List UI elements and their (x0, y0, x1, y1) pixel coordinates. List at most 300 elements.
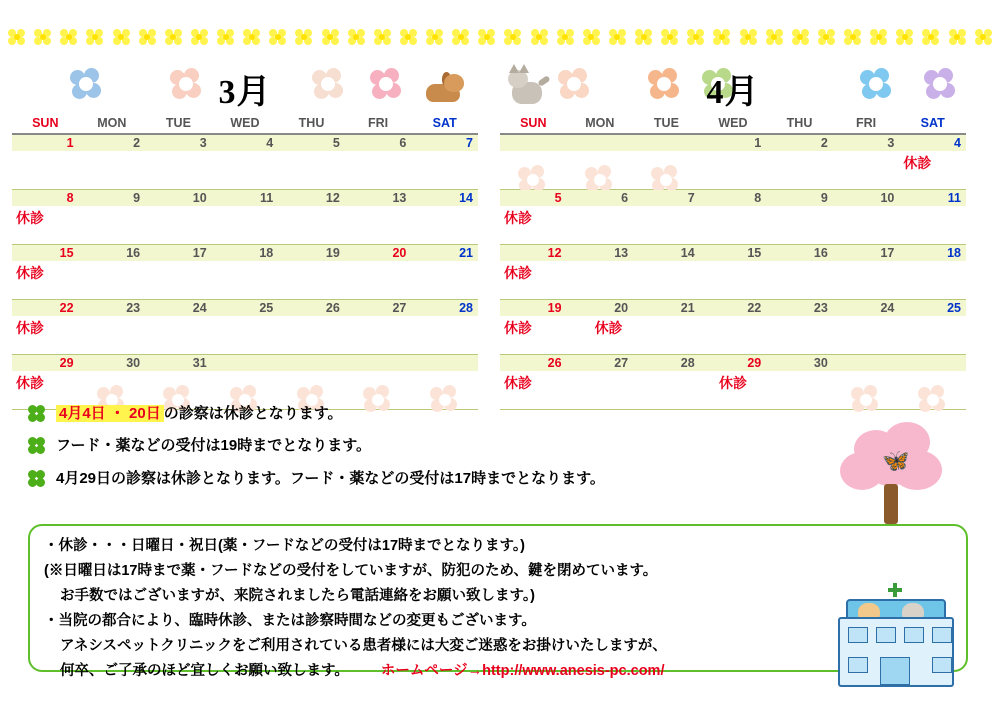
day-number: 4 (954, 136, 961, 150)
calendar-march-header (12, 60, 478, 114)
month-title-march: 3月 (218, 74, 272, 111)
cherry-tree-illustration (832, 418, 952, 528)
calendar-day-number-cell (145, 134, 212, 151)
calendar-day-number-cell (833, 245, 900, 262)
calendar-day-number-cell (278, 355, 345, 372)
calendar-day-cell[interactable] (278, 206, 345, 245)
calendar-day-cell[interactable] (833, 206, 900, 245)
calendar-day-number-cell (79, 355, 146, 372)
day-number: 11 (260, 191, 274, 205)
calendar-day-cell[interactable] (500, 261, 567, 300)
flower-icon (918, 385, 948, 415)
calendar-day-cell[interactable] (212, 261, 279, 300)
calendar-day-cell[interactable] (899, 316, 966, 355)
calendar-day-number-cell (12, 300, 79, 317)
day-number: 9 (133, 191, 141, 205)
flower-icon (609, 28, 626, 45)
calendar-day-cell[interactable] (345, 316, 412, 355)
day-number: 19 (325, 246, 340, 260)
calendar-day-cell[interactable] (899, 371, 966, 410)
day-number: 18 (947, 246, 961, 260)
calendar-day-number-cell (766, 134, 833, 151)
day-number: 3 (199, 136, 207, 150)
closed-day-label: 休診 (903, 155, 932, 171)
calendar-day-number-cell (79, 134, 146, 151)
calendar-day-cell[interactable] (899, 261, 966, 300)
flower-icon (348, 28, 365, 45)
calendar-day-cell[interactable] (833, 261, 900, 300)
flower-icon (792, 28, 809, 45)
calendar-march (12, 60, 478, 410)
day-number: 16 (813, 246, 828, 260)
calendar-day-row (500, 316, 966, 355)
info-line-2: (※日曜日は17時まで薬・フードなどの受付をしていますが、防犯のため、鍵を閉めています。 (44, 563, 658, 580)
calendar-day-cell[interactable] (79, 151, 146, 190)
flower-icon (374, 28, 391, 45)
calendar-day-number-cell (278, 190, 345, 207)
closed-day-label: 休診 (594, 320, 623, 336)
calendar-day-number-cell (700, 190, 767, 207)
calendar-day-number-cell (212, 134, 279, 151)
day-number: 11 (947, 191, 961, 205)
calendar-number-row (500, 300, 966, 317)
calendar-day-number-cell (12, 134, 79, 151)
calendar-day-number-cell (633, 134, 700, 151)
weekday-thu: THU (766, 114, 833, 134)
flower-icon (113, 28, 130, 45)
calendar-day-number-cell (278, 134, 345, 151)
day-number: 21 (459, 246, 473, 260)
info-line-5: アネシスペットクリニックをご利用されている患者様には大変ご迷惑をお掛けいたしますが、 (60, 638, 667, 655)
flower-icon (322, 28, 339, 45)
calendar-day-cell[interactable] (700, 316, 767, 355)
calendar-day-number-cell (700, 355, 767, 372)
calendar-day-number-cell (79, 300, 146, 317)
calendar-day-number-cell (567, 190, 634, 207)
day-number: 10 (192, 191, 207, 205)
calendar-number-row (500, 245, 966, 262)
calendar-day-cell[interactable] (145, 261, 212, 300)
flower-icon (60, 28, 77, 45)
closed-day-label: 休診 (16, 375, 44, 391)
calendar-day-number-cell (345, 355, 412, 372)
calendar-day-cell[interactable] (12, 316, 79, 355)
flower-icon (975, 28, 992, 45)
closed-day-label: 休診 (504, 375, 532, 391)
day-number: 15 (59, 246, 74, 260)
day-number: 6 (399, 136, 407, 150)
calendar-day-number-cell (278, 245, 345, 262)
flower-icon (896, 28, 913, 45)
calendar-day-number-cell (766, 355, 833, 372)
day-number: 27 (614, 356, 629, 370)
flower-icon (452, 28, 469, 45)
calendar-day-cell[interactable] (500, 206, 567, 245)
flower-icon (426, 28, 443, 45)
calendar-april-header (500, 60, 966, 114)
calendar-day-number-cell (145, 300, 212, 317)
day-number: 17 (192, 246, 207, 260)
calendar-day-number-cell (411, 190, 478, 207)
calendar-day-cell[interactable] (212, 316, 279, 355)
calendar-day-cell[interactable] (633, 151, 700, 190)
closed-day-label: 休診 (16, 265, 44, 281)
weekday-mon: MON (567, 114, 634, 134)
day-number: 22 (59, 301, 74, 315)
calendar-day-number-cell (79, 190, 146, 207)
calendar-day-cell[interactable] (411, 261, 478, 300)
day-number: 30 (126, 356, 141, 370)
calendar-day-row (500, 206, 966, 245)
day-number: 12 (325, 191, 340, 205)
calendar-day-number-cell (567, 134, 634, 151)
calendar-day-number-cell (633, 300, 700, 317)
calendar-day-number-cell (145, 245, 212, 262)
note-text: フード・薬などの受付は19時までとなります。 (56, 436, 372, 454)
calendar-day-number-cell (278, 300, 345, 317)
day-number: 1 (66, 136, 74, 150)
calendar-day-cell[interactable] (567, 206, 634, 245)
day-number: 13 (392, 191, 407, 205)
clover-icon (28, 470, 48, 488)
calendar-number-row (12, 134, 478, 151)
day-number: 12 (547, 246, 562, 260)
calendar-day-cell[interactable] (500, 151, 567, 190)
calendar-day-cell[interactable] (278, 316, 345, 355)
calendar-day-cell[interactable] (212, 151, 279, 190)
calendar-day-cell[interactable] (700, 206, 767, 245)
closed-day-label: 休診 (504, 320, 532, 336)
calendar-day-number-cell (145, 190, 212, 207)
flower-icon (766, 28, 783, 45)
flower-icon (740, 28, 757, 45)
note-item (28, 404, 728, 424)
calendar-day-number-cell (500, 190, 567, 207)
calendar-day-number-cell (500, 355, 567, 372)
flower-icon (34, 28, 51, 45)
calendar-number-row (12, 190, 478, 207)
flower-icon (400, 28, 417, 45)
calendar-day-cell[interactable] (567, 316, 634, 355)
day-number: 8 (754, 191, 762, 205)
day-number: 1 (754, 136, 762, 150)
calendar-day-number-cell (766, 190, 833, 207)
flower-icon (818, 28, 835, 45)
day-number: 5 (332, 136, 340, 150)
flower-icon (217, 28, 234, 45)
day-number: 25 (259, 301, 274, 315)
day-number: 24 (880, 301, 895, 315)
closed-day-label: 休診 (718, 375, 747, 391)
day-number: 18 (259, 246, 274, 260)
calendar-day-cell[interactable] (833, 316, 900, 355)
flower-icon (922, 28, 939, 45)
calendar-day-number-cell (12, 190, 79, 207)
calendar-day-cell[interactable] (411, 151, 478, 190)
day-number: 20 (614, 301, 629, 315)
day-number: 20 (392, 246, 407, 260)
day-number: 14 (459, 191, 473, 205)
month-title-april: 4月 (706, 74, 760, 111)
calendar-day-row (12, 316, 478, 355)
calendar-day-cell[interactable] (567, 151, 634, 190)
calendar-day-cell[interactable] (145, 151, 212, 190)
calendar-day-cell[interactable] (411, 316, 478, 355)
calendar-day-cell[interactable] (766, 206, 833, 245)
medical-cross-icon (888, 583, 902, 597)
day-number: 29 (747, 356, 762, 370)
calendar-day-cell[interactable] (500, 316, 567, 355)
homepage-url[interactable]: http://www.anesis-pc.com/ (482, 663, 665, 680)
calendar-day-cell[interactable] (345, 151, 412, 190)
calendar-day-number-cell (345, 245, 412, 262)
calendar-day-cell[interactable] (899, 151, 966, 190)
calendar-day-number-cell (411, 355, 478, 372)
calendar-day-cell[interactable] (567, 261, 634, 300)
weekday-tue: TUE (145, 114, 212, 134)
calendar-day-number-cell (567, 355, 634, 372)
top-flower-border (8, 22, 992, 50)
day-number: 7 (466, 136, 473, 150)
calendar-day-cell[interactable] (12, 151, 79, 190)
weekday-wed: WED (700, 114, 767, 134)
calendar-day-number-cell (633, 190, 700, 207)
flower-icon (860, 68, 894, 102)
hospital-illustration (824, 579, 964, 689)
flower-icon (583, 28, 600, 45)
flower-icon (844, 28, 861, 45)
calendar-april (500, 60, 966, 410)
calendar-day-cell[interactable] (79, 261, 146, 300)
calendar-day-cell[interactable] (12, 261, 79, 300)
calendar-day-cell[interactable] (766, 261, 833, 300)
calendar-day-number-cell (700, 300, 767, 317)
calendar-day-number-cell (633, 245, 700, 262)
calendar-day-number-cell (567, 245, 634, 262)
calendar-table-march (12, 114, 478, 410)
flower-icon (370, 68, 404, 102)
day-number: 16 (126, 246, 141, 260)
calendar-day-number-cell (145, 355, 212, 372)
day-number: 24 (192, 301, 207, 315)
calendar-day-number-cell (899, 245, 966, 262)
calendar-day-cell[interactable] (633, 261, 700, 300)
calendar-number-row (500, 355, 966, 372)
note-item (28, 436, 728, 456)
calendar-day-cell[interactable] (766, 316, 833, 355)
day-number: 8 (66, 191, 74, 205)
calendar-day-cell[interactable] (79, 316, 146, 355)
calendar-day-number-cell (766, 245, 833, 262)
closed-day-label: 休診 (16, 210, 44, 226)
calendar-day-number-cell (345, 300, 412, 317)
flower-icon (870, 28, 887, 45)
calendar-day-number-cell (212, 245, 279, 262)
calendar-day-cell[interactable] (79, 206, 146, 245)
calendar-day-cell[interactable] (278, 151, 345, 190)
calendar-day-number-cell (833, 355, 900, 372)
day-number: 15 (747, 246, 762, 260)
calendar-day-number-cell (411, 300, 478, 317)
calendar-number-row (500, 134, 966, 151)
flower-icon (243, 28, 260, 45)
day-number: 28 (680, 356, 695, 370)
calendar-day-number-cell (345, 134, 412, 151)
day-number: 4 (266, 136, 274, 150)
calendar-day-row (12, 151, 478, 190)
calendar-day-number-cell (833, 190, 900, 207)
calendar-day-cell[interactable] (633, 206, 700, 245)
dog-illustration (420, 68, 466, 112)
weekday-sat: SAT (411, 114, 478, 134)
calendar-day-number-cell (567, 300, 634, 317)
calendar-day-cell[interactable] (345, 206, 412, 245)
flower-icon (687, 28, 704, 45)
day-number: 9 (820, 191, 828, 205)
note-text: 4月29日の診察は休診となります。フード・薬などの受付は17時までとなります。 (56, 470, 605, 487)
flower-icon (924, 68, 958, 102)
day-number: 26 (547, 356, 562, 370)
calendar-day-number-cell (500, 245, 567, 262)
calendar-day-number-cell (411, 245, 478, 262)
clover-icon (28, 405, 48, 423)
calendar-day-cell[interactable] (700, 151, 767, 190)
day-number: 19 (547, 301, 562, 315)
weekday-header-row (500, 114, 966, 134)
calendar-day-number-cell (899, 190, 966, 207)
flower-icon (8, 28, 25, 45)
day-number: 5 (554, 191, 562, 205)
day-number: 23 (126, 301, 141, 315)
day-number: 25 (947, 301, 961, 315)
closed-day-label: 休診 (16, 320, 44, 336)
flower-icon (478, 28, 495, 45)
flower-icon (504, 28, 521, 45)
calendar-day-cell[interactable] (411, 206, 478, 245)
calendar-day-row (12, 261, 478, 300)
calendar-day-number-cell (899, 300, 966, 317)
weekday-thu: THU (278, 114, 345, 134)
day-number: 31 (192, 356, 207, 370)
note-body: の診察は休診となります。 (163, 405, 343, 422)
calendar-day-cell[interactable] (278, 261, 345, 300)
day-number: 2 (820, 136, 828, 150)
note-text (56, 404, 343, 424)
calendar-day-number-cell (766, 300, 833, 317)
weekday-mon: MON (79, 114, 146, 134)
calendar-day-number-cell (633, 355, 700, 372)
day-number: 14 (680, 246, 695, 260)
flower-icon (269, 28, 286, 45)
weekday-fri: FRI (345, 114, 412, 134)
calendar-table-april (500, 114, 966, 410)
calendar-number-row (12, 300, 478, 317)
weekday-fri: FRI (833, 114, 900, 134)
closed-day-label: 休診 (504, 210, 532, 226)
calendar-day-number-cell (833, 134, 900, 151)
flower-icon (851, 385, 881, 415)
day-number: 2 (133, 136, 141, 150)
calendar-day-number-cell (212, 300, 279, 317)
flower-icon (191, 28, 208, 45)
day-number: 22 (747, 301, 762, 315)
closed-day-label: 休診 (504, 265, 532, 281)
day-number: 23 (813, 301, 828, 315)
flower-icon (949, 28, 966, 45)
calendar-day-number-cell (212, 190, 279, 207)
calendar-number-row (12, 355, 478, 372)
homepage-label: ホームページ→ (380, 663, 483, 680)
weekday-wed: WED (212, 114, 279, 134)
day-number: 29 (59, 356, 74, 370)
calendar-day-cell[interactable] (766, 371, 833, 410)
calendar-day-cell[interactable] (833, 371, 900, 410)
calendar-day-row (500, 151, 966, 190)
calendar-day-number-cell (899, 355, 966, 372)
info-line-1: ・休診・・・日曜日・祝日(薬・フードなどの受付は17時までとなります。) (44, 538, 525, 554)
day-number: 26 (325, 301, 340, 315)
weekday-header-row (12, 114, 478, 134)
weekday-sun: SUN (12, 114, 79, 134)
calendar-day-number-cell (700, 245, 767, 262)
calendar-day-number-cell (500, 134, 567, 151)
calendar-day-number-cell (500, 300, 567, 317)
day-number: 3 (887, 136, 895, 150)
calendar-day-cell[interactable] (145, 316, 212, 355)
weekday-sat: SAT (899, 114, 966, 134)
day-number: 27 (392, 301, 407, 315)
calendar-number-row (12, 245, 478, 262)
calendar-day-number-cell (899, 134, 966, 151)
day-number: 10 (880, 191, 895, 205)
info-line-3: お手数ではございますが、来院されましたら電話連絡をお願い致します。) (60, 588, 535, 605)
day-number: 17 (880, 246, 895, 260)
flower-icon (635, 28, 652, 45)
calendar-day-row (12, 206, 478, 245)
calendar-day-cell[interactable] (633, 316, 700, 355)
calendar-day-number-cell (700, 134, 767, 151)
flower-icon (312, 68, 346, 102)
calendar-day-cell[interactable] (145, 206, 212, 245)
day-number: 13 (614, 246, 629, 260)
calendar-day-number-cell (12, 245, 79, 262)
flower-icon (139, 28, 156, 45)
calendar-day-cell[interactable] (12, 206, 79, 245)
calendar-day-cell[interactable] (345, 261, 412, 300)
calendar-day-number-cell (212, 355, 279, 372)
day-number: 28 (459, 301, 473, 315)
calendar-day-cell[interactable] (766, 151, 833, 190)
flower-icon (713, 28, 730, 45)
calendar-day-cell[interactable] (700, 261, 767, 300)
calendar-day-cell[interactable] (833, 151, 900, 190)
flower-icon (661, 28, 678, 45)
calendar-number-row (500, 190, 966, 207)
flower-icon (295, 28, 312, 45)
calendar-day-cell[interactable] (212, 206, 279, 245)
day-number: 6 (621, 191, 629, 205)
day-number: 21 (680, 301, 695, 315)
flower-icon (531, 28, 548, 45)
calendar-day-row (500, 261, 966, 300)
notes-section (28, 404, 728, 501)
calendar-day-number-cell (12, 355, 79, 372)
flower-icon (165, 28, 182, 45)
info-line-4: ・当院の都合により、臨時休診、または診察時間などの変更もございます。 (44, 613, 536, 630)
flower-icon (86, 28, 103, 45)
info-line-6 (44, 661, 952, 682)
calendar-day-cell[interactable] (899, 206, 966, 245)
